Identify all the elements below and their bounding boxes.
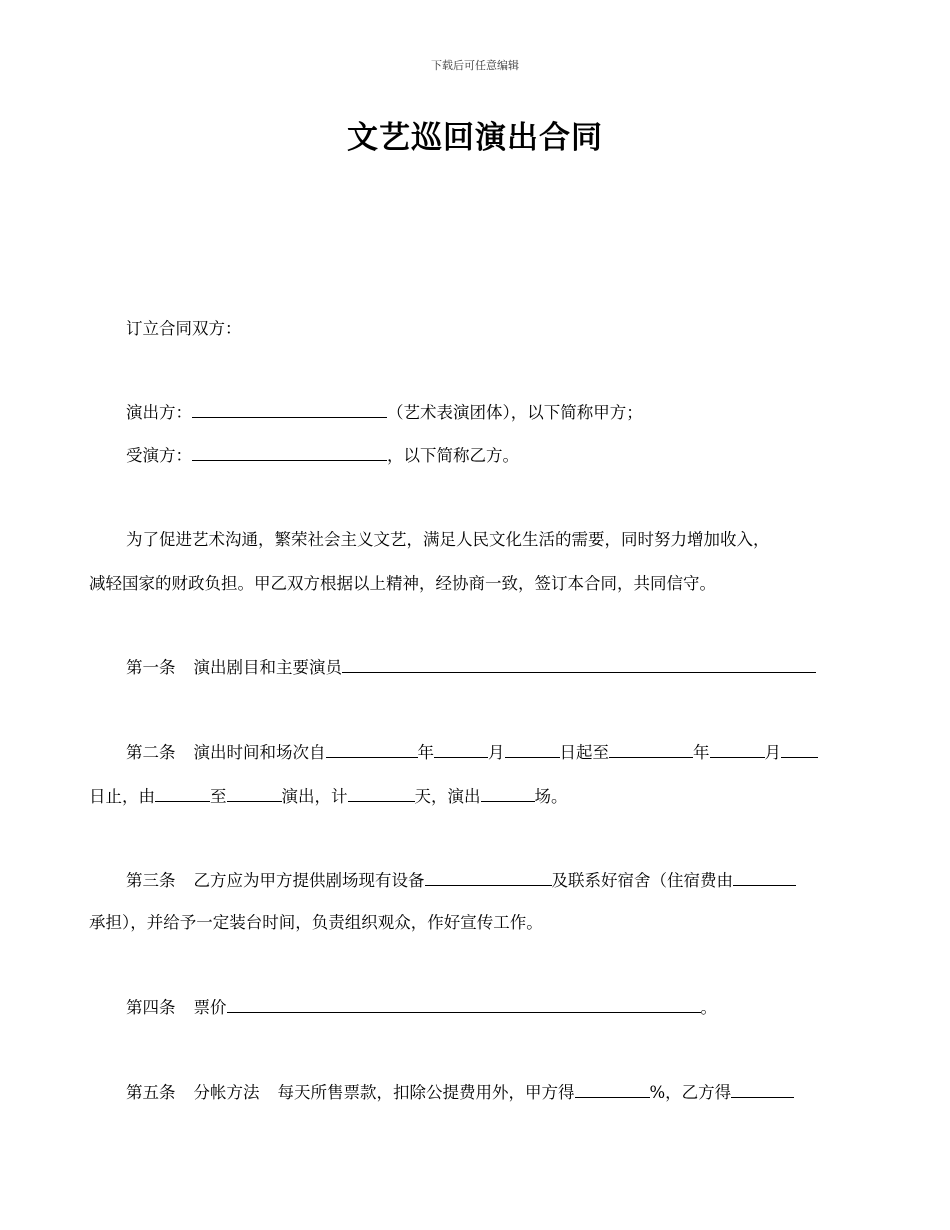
article-2-line-2 (89, 786, 568, 808)
article-2-text: 演出时间和场次自 (193, 743, 326, 762)
lodging-text: 及联系好宿舍（住宿费由 (551, 871, 733, 890)
intro-line: 订立合同双方： (126, 319, 242, 338)
article-1-line (126, 657, 816, 679)
days-blank[interactable] (348, 786, 415, 802)
article-5-text: 分帐方法 (193, 1083, 260, 1102)
article-4-number: 第四条 (126, 998, 176, 1017)
article-3-number: 第三条 (126, 871, 176, 890)
month-label: 月 (488, 743, 505, 762)
to-place-blank[interactable] (227, 786, 282, 802)
ticket-price-blank[interactable] (227, 997, 701, 1013)
percent-label: %，乙方得 (649, 1083, 732, 1102)
shows-blank[interactable] (481, 786, 535, 802)
start-month-blank[interactable] (434, 742, 488, 758)
party-b-suffix: ，以下简称乙方。 (387, 446, 519, 465)
article-3-line-1 (126, 870, 796, 892)
article-5-number: 第五条 (126, 1083, 176, 1102)
party-a-suffix: （艺术表演团体），以下简称甲方； (387, 403, 643, 422)
party-a-label: 演出方： (126, 403, 192, 422)
article-1-text: 演出剧目和主要演员 (193, 658, 342, 677)
purpose-line-2: 减轻国家的财政负担。甲乙双方根据以上精神，经协商一致，签订本合同，共同信守。 (89, 574, 716, 593)
year-label-2: 年 (693, 743, 710, 762)
end-year-blank[interactable] (609, 742, 693, 758)
party-b-line (126, 445, 519, 467)
party-a-line (126, 402, 643, 424)
from-place-blank[interactable] (155, 786, 210, 802)
article-3-text: 乙方应为甲方提供剧场现有设备 (193, 871, 425, 890)
article-4-line (126, 997, 717, 1019)
article-5-line (126, 1082, 794, 1104)
end-month-blank[interactable] (710, 742, 765, 758)
article-5-detail: 每天所售票款，扣除公提费用外，甲方得 (277, 1083, 575, 1102)
article-4-text: 票价 (193, 998, 227, 1017)
party-b-label: 受演方： (126, 446, 192, 465)
perform-label: 演出，计 (281, 787, 348, 806)
party-a-share-blank[interactable] (575, 1082, 650, 1098)
days-label: 天，演出 (414, 787, 481, 806)
article-4-end: 。 (700, 998, 717, 1017)
equipment-blank[interactable] (425, 870, 552, 886)
lodging-payer-blank[interactable] (733, 870, 796, 886)
document-title: 文艺巡回演出合同 (347, 120, 603, 156)
purpose-line-1: 为了促进艺术沟通，繁荣社会主义文艺，满足人民文化生活的需要，同时努力增加收入， (126, 530, 770, 549)
article-1-number: 第一条 (126, 658, 176, 677)
start-year-blank[interactable] (326, 742, 418, 758)
article-3-line-2: 承担），并给予一定装台时间，负责组织观众，作好宣传工作。 (89, 913, 543, 932)
article-2-line-1 (126, 742, 818, 764)
year-label: 年 (417, 743, 434, 762)
month-label-2: 月 (764, 743, 781, 762)
header-note: 下载后可任意编辑 (431, 59, 519, 72)
end-day-label: 日止，由 (89, 787, 155, 806)
party-b-share-blank[interactable] (731, 1082, 794, 1098)
article-1-blank[interactable] (342, 657, 816, 673)
start-day-blank[interactable] (505, 742, 560, 758)
party-b-blank[interactable] (192, 445, 387, 461)
party-a-blank[interactable] (192, 402, 387, 418)
end-day-blank[interactable] (781, 742, 818, 758)
shows-label: 场。 (534, 787, 568, 806)
day-from-label: 日起至 (559, 743, 609, 762)
to-label: 至 (210, 787, 227, 806)
article-2-number: 第二条 (126, 743, 176, 762)
